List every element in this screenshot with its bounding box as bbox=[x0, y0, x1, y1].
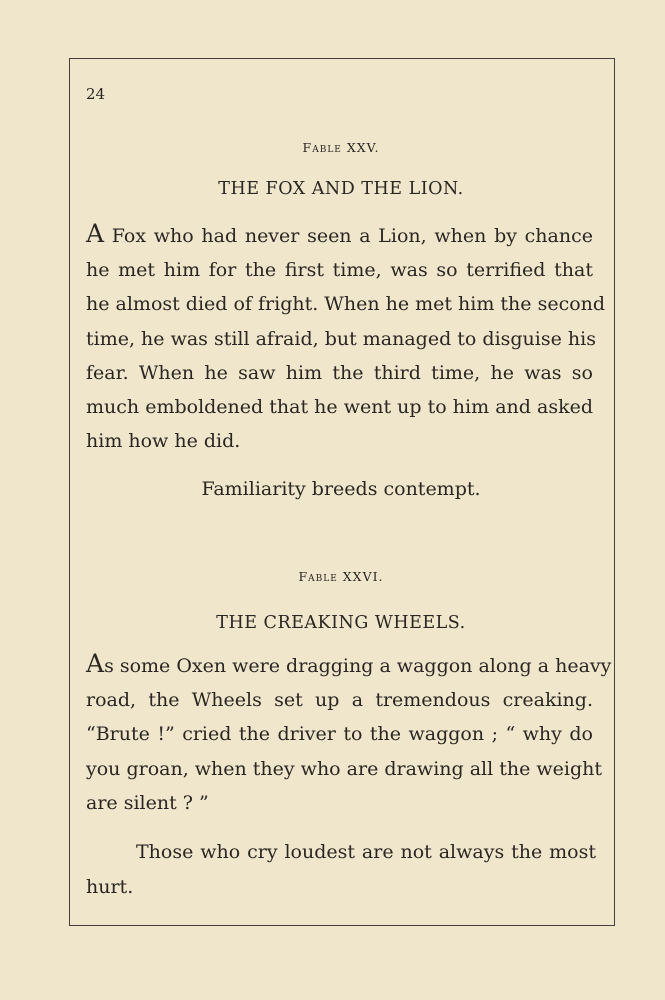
fable-26-title: THE CREAKING WHEELS. bbox=[216, 613, 466, 633]
fable-25-line: fear. When he saw him the third time, he was so bbox=[86, 361, 593, 384]
fable-25-moral: Familiarity breeds contempt. bbox=[201, 478, 481, 500]
fable-25-line: A Fox who had never seen a Lion, when by chance bbox=[86, 219, 593, 248]
fable-26-line: you groan, when they who are drawing all the weight bbox=[86, 757, 603, 780]
page-number: 24 bbox=[86, 85, 106, 103]
fable-26-line: As some Oxen were dragging a waggon along a heavy bbox=[86, 649, 612, 678]
fable-26-line: are silent ? ” bbox=[86, 791, 209, 814]
fable-25-title: THE FOX AND THE LION. bbox=[218, 179, 464, 199]
fable-26-line: “Brute !” cried the driver to the waggon ; “ why do bbox=[86, 723, 593, 746]
fable-26-moral-line: Those who cry loudest are not always the most bbox=[136, 841, 596, 863]
fable-25-line: he met him for the first time, was so terrified that bbox=[86, 259, 593, 282]
fable-26-moral bbox=[86, 835, 596, 904]
fable-26-moral-line: hurt. bbox=[86, 875, 134, 898]
fable-25-initial: A bbox=[86, 219, 105, 248]
fable-25-line: time, he was still afraid, but managed to disguise his bbox=[86, 327, 596, 350]
fable-26-line: road, the Wheels set up a tremendous creaking. bbox=[86, 689, 593, 712]
fable-25-line: much emboldened that he went up to him and asked bbox=[86, 396, 593, 419]
fable-25-line: he almost died of fright. When he met him the second bbox=[86, 293, 606, 316]
fable-25-label: Fable XXV. bbox=[302, 140, 380, 155]
fable-26-body bbox=[86, 649, 612, 820]
fable-26-initial: A bbox=[86, 649, 105, 678]
fable-25-body bbox=[86, 219, 606, 458]
fable-25-line: him how he did. bbox=[86, 430, 241, 453]
fable-26-label: Fable XXVI. bbox=[298, 569, 384, 584]
